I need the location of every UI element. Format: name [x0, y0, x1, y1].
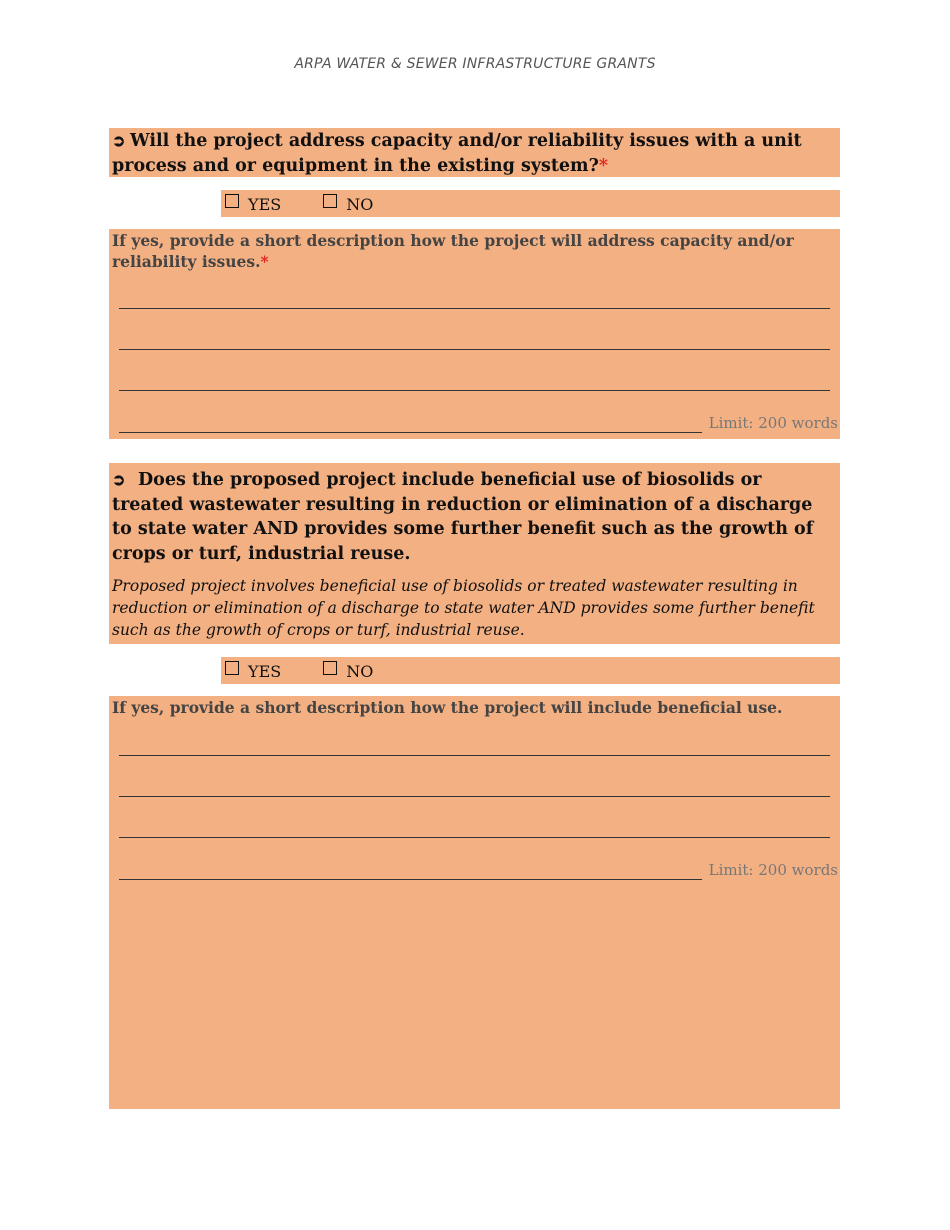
- q1-description-prompt: [109, 229, 840, 272]
- q1-no-label: NO: [346, 194, 374, 214]
- q2-word-limit: Limit: 200 words: [708, 861, 838, 879]
- q2-yes-option[interactable]: [225, 662, 281, 681]
- question-2-text: Does the proposed project include beneficial use of biosolids or treated wastewater resulting in reduction or elimination of a discharge to state water AND provides some further benefit such as the growth of crops or turf, industrial reuse.: [112, 470, 814, 564]
- q1-answer-line-2[interactable]: [119, 349, 830, 350]
- q2-description-prompt: If yes, provide a short description how the project will include beneficial use.: [112, 698, 783, 717]
- arrow-icon: ➲: [112, 131, 126, 150]
- question-1-options: [221, 190, 840, 217]
- question-2-title: [109, 463, 840, 566]
- question-1-title: [109, 128, 840, 178]
- q2-yes-label: YES: [248, 661, 282, 681]
- question-2-options: [221, 657, 840, 684]
- q1-answer-line-3[interactable]: [119, 390, 830, 391]
- q1-answer-line-4[interactable]: [119, 432, 702, 433]
- question-1-band: [109, 128, 840, 177]
- q2-no-label: NO: [346, 661, 374, 681]
- q1-no-option[interactable]: [323, 195, 373, 214]
- q2-yes-checkbox[interactable]: [225, 661, 239, 675]
- required-asterisk: *: [260, 252, 269, 271]
- q1-description-prompt-text: If yes, provide a short description how the project will address capacity and/or reliability issues.: [112, 231, 794, 271]
- q2-answer-line-4[interactable]: [119, 879, 702, 880]
- q2-no-option[interactable]: [323, 662, 373, 681]
- q1-answer-line-1[interactable]: [119, 308, 830, 309]
- question-2-note: Proposed project involves beneficial use of biosolids or treated wastewater resulting in reduction or elimination of a discharge to state water AND provides some further benefit such as the growth of crops or turf, industrial reuse.: [112, 577, 815, 639]
- page-header: ARPA WATER & SEWER INFRASTRUCTURE GRANTS: [294, 56, 656, 72]
- required-asterisk: *: [598, 155, 608, 176]
- question-1-text: Will the project address capacity and/or reliability issues with a unit process and or equipment in the existing system?: [112, 131, 802, 176]
- question-1-description-area: [109, 229, 840, 439]
- q2-no-checkbox[interactable]: [323, 661, 337, 675]
- question-2-band: [109, 463, 840, 644]
- q1-yes-option[interactable]: [225, 195, 281, 214]
- q1-yes-label: YES: [248, 194, 282, 214]
- arrow-icon: ➲: [112, 470, 126, 489]
- q2-answer-line-2[interactable]: [119, 796, 830, 797]
- q1-word-limit: Limit: 200 words: [708, 414, 838, 432]
- q2-answer-line-3[interactable]: [119, 837, 830, 838]
- q2-answer-line-1[interactable]: [119, 755, 830, 756]
- q1-yes-checkbox[interactable]: [225, 194, 239, 208]
- question-2-description-area: [109, 696, 840, 1109]
- q1-no-checkbox[interactable]: [323, 194, 337, 208]
